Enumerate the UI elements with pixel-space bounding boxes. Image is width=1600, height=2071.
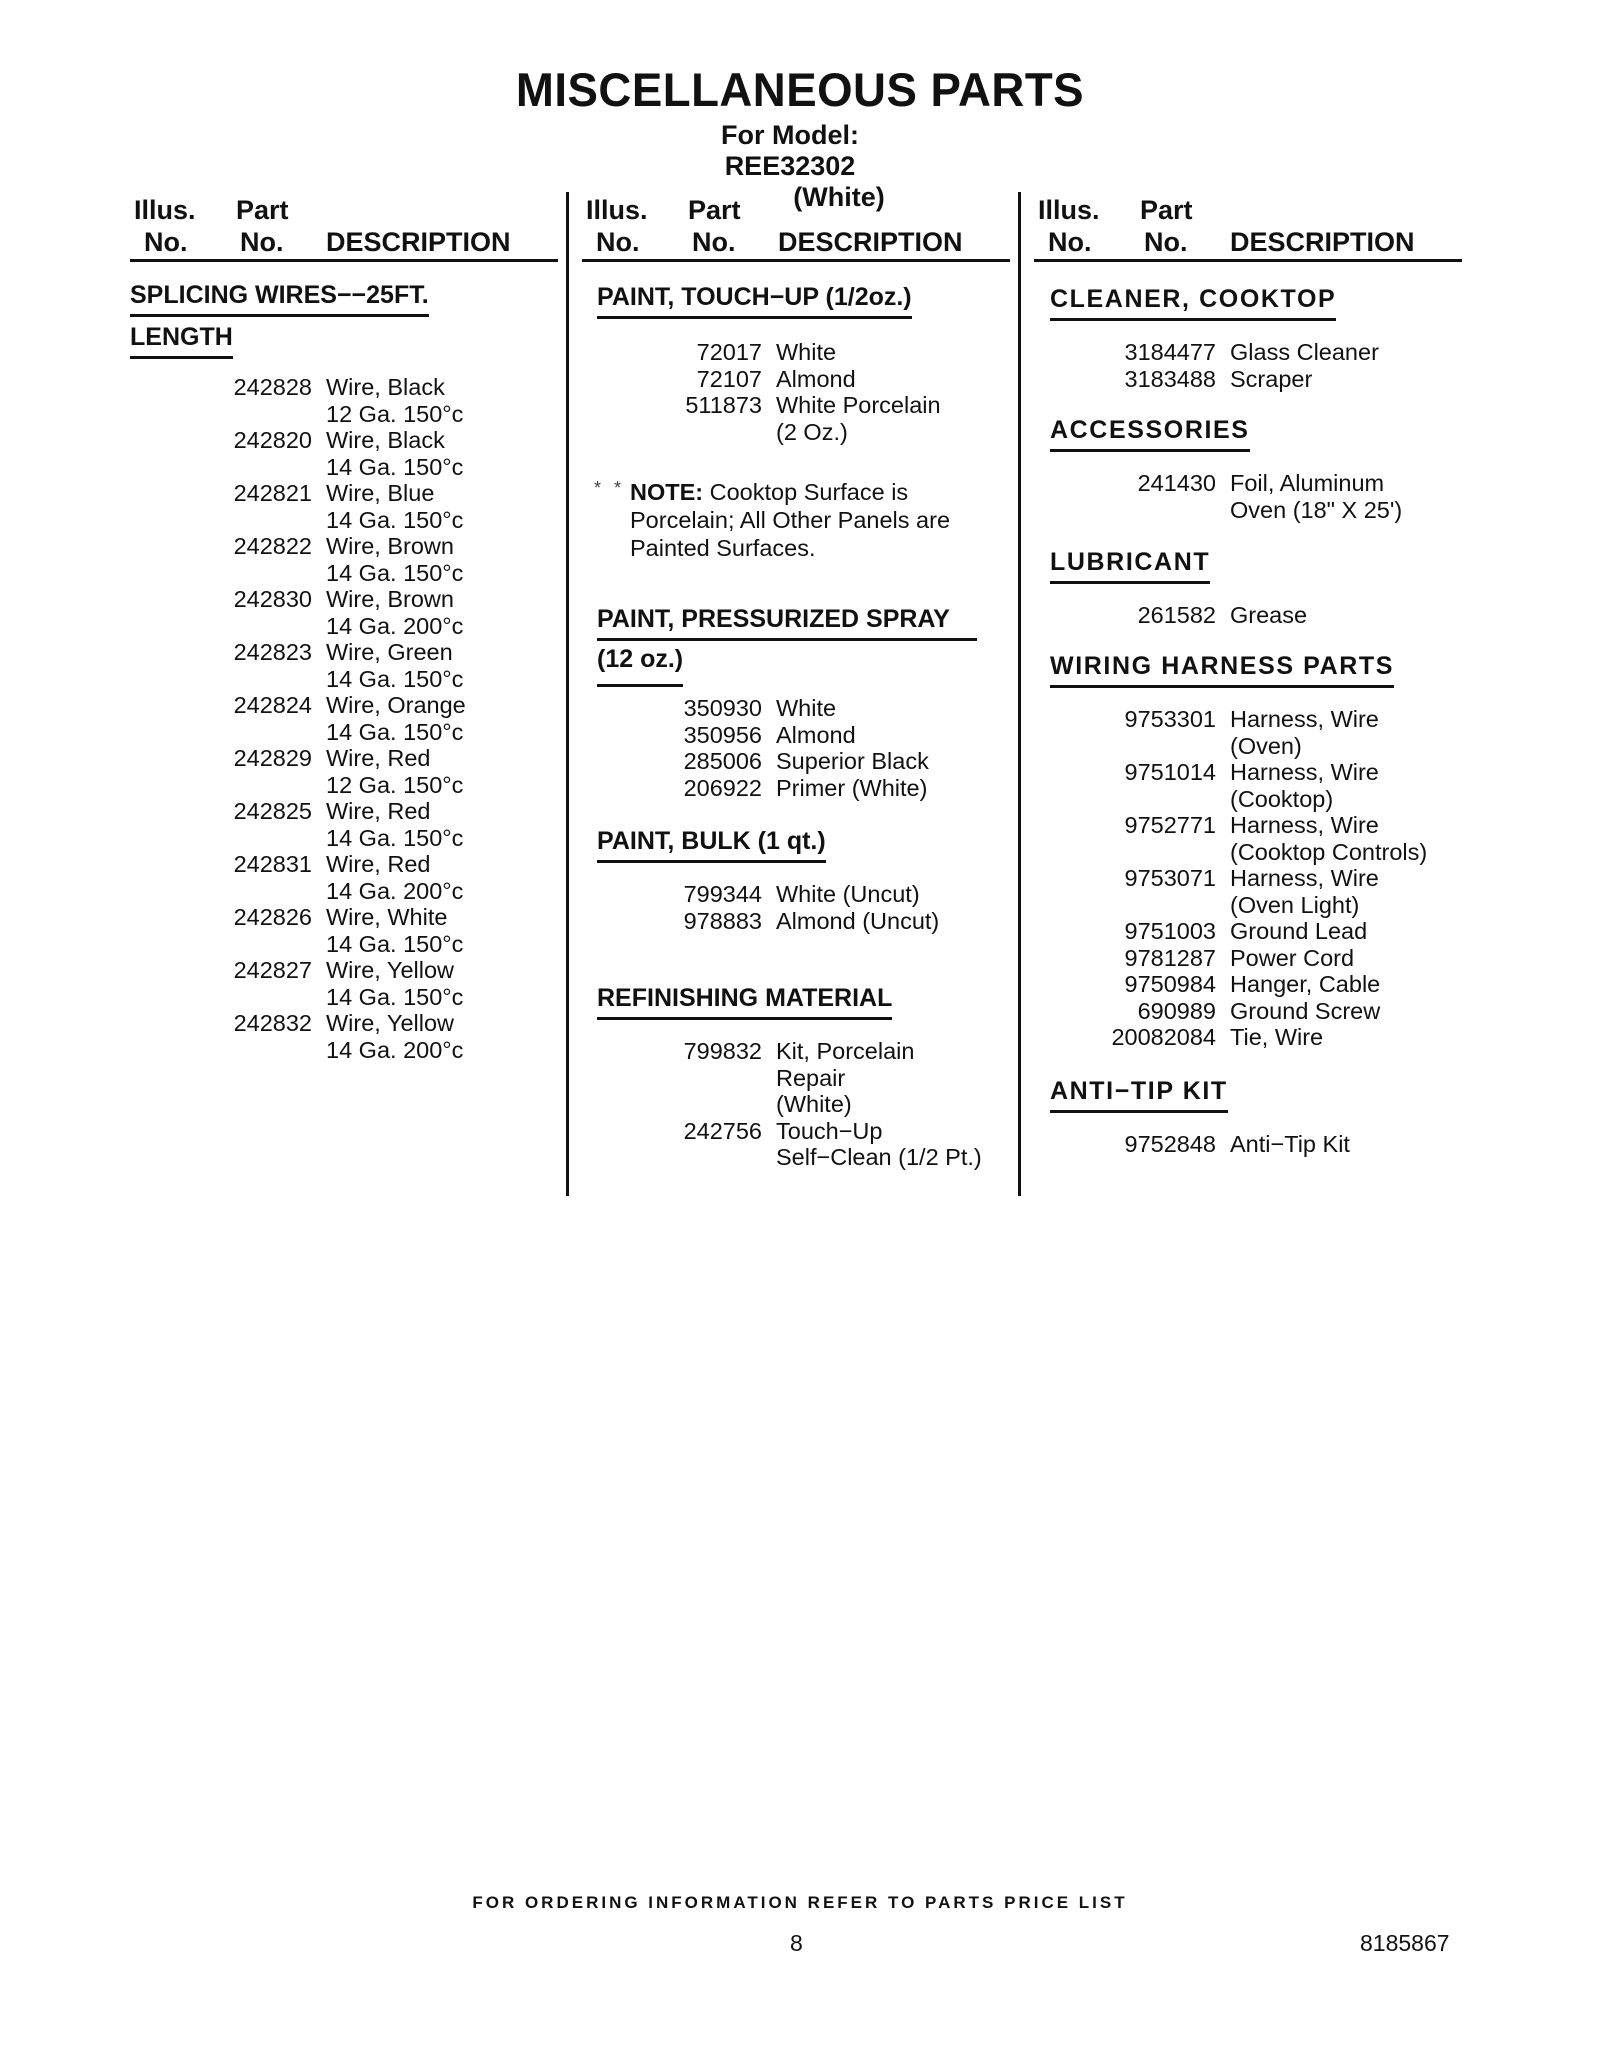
header-part-no: No. — [692, 227, 736, 257]
section-paint-bulk — [597, 827, 826, 863]
part-number: 3183488 — [1124, 365, 1216, 392]
part-description — [312, 798, 463, 851]
description-line: White — [776, 695, 837, 721]
part-description — [762, 366, 856, 393]
description-line: Harness, Wire — [1230, 865, 1379, 891]
part-row — [1104, 865, 1427, 918]
part-row — [200, 533, 466, 586]
part-description — [312, 851, 463, 904]
description-line: Wire, Green — [326, 639, 453, 665]
parts-list — [650, 881, 939, 934]
part-description — [762, 881, 920, 908]
description-line: 14 Ga. 150°c — [326, 824, 464, 851]
part-row — [1104, 945, 1427, 972]
part-description — [762, 339, 836, 366]
part-description — [1216, 918, 1367, 945]
description-line: Oven (18" X 25') — [1230, 496, 1403, 523]
part-row — [200, 639, 466, 692]
description-line: 14 Ga. 150°c — [326, 718, 464, 745]
part-description — [762, 775, 927, 802]
section-title: WIRING HARNESS PARTS — [1050, 652, 1394, 688]
description-line: White (Uncut) — [776, 881, 920, 907]
section-lubricant — [1050, 548, 1210, 584]
part-row — [1104, 470, 1402, 523]
part-row — [650, 339, 941, 366]
description-line: (Cooktop Controls) — [1230, 838, 1428, 865]
section-anti-tip — [1050, 1077, 1228, 1113]
part-description — [1216, 1131, 1350, 1158]
page-number: 8 — [790, 1930, 803, 1956]
part-description — [1216, 865, 1379, 918]
part-number: 242822 — [233, 533, 312, 559]
description-line: (White) — [776, 1091, 852, 1117]
description-line: 14 Ga. 150°c — [326, 983, 464, 1010]
description-line: Almond — [776, 721, 856, 748]
part-row — [650, 722, 929, 749]
part-description — [1216, 759, 1379, 812]
description-line: Hanger, Cable — [1230, 971, 1381, 997]
header-illus: Illus. — [134, 195, 196, 225]
column-divider — [1018, 192, 1021, 1196]
part-description — [312, 904, 463, 957]
part-number: 978883 — [683, 907, 762, 934]
part-row — [200, 957, 466, 1010]
section-paint-touchup — [597, 283, 912, 319]
part-row — [650, 1038, 982, 1118]
description-line: Wire, Red — [326, 851, 431, 877]
part-description — [762, 1118, 982, 1171]
description-line: Wire, White — [326, 904, 448, 930]
part-row — [650, 392, 941, 445]
section-splicing-wires — [130, 281, 429, 317]
part-number: 242756 — [683, 1117, 762, 1144]
header-part: Part — [236, 195, 289, 225]
section-wiring-harness — [1050, 652, 1394, 688]
description-line: Wire, Yellow — [326, 1010, 454, 1036]
description-line: 14 Ga. 150°c — [326, 453, 464, 480]
part-number: 242821 — [233, 480, 312, 506]
part-row — [200, 480, 466, 533]
part-number: 242823 — [233, 639, 312, 665]
part-number: 9752771 — [1124, 812, 1216, 838]
cooktop-note — [594, 478, 951, 562]
part-description — [1216, 998, 1380, 1025]
description-line: (Oven Light) — [1230, 891, 1360, 918]
part-row — [1104, 812, 1427, 865]
part-number: 9753071 — [1124, 865, 1216, 891]
description-line: Self−Clean (1/2 Pt.) — [776, 1144, 982, 1170]
part-row — [650, 695, 929, 722]
part-row — [200, 427, 466, 480]
description-line: Wire, Orange — [326, 692, 466, 718]
part-description — [1216, 339, 1379, 366]
part-number: 350956 — [683, 721, 762, 748]
parts-list — [200, 374, 466, 1063]
part-description — [312, 745, 463, 798]
description-line: 14 Ga. 150°c — [326, 506, 464, 533]
part-number: 261582 — [1137, 602, 1216, 628]
parts-list — [1104, 470, 1402, 523]
part-number: 242827 — [233, 957, 312, 983]
column-header-2 — [582, 195, 1010, 262]
part-row — [1104, 339, 1379, 366]
part-description — [762, 1038, 914, 1118]
part-row — [650, 366, 941, 393]
description-line: Power Cord — [1230, 944, 1355, 971]
header-illus: Illus. — [1038, 195, 1100, 225]
description-line: 14 Ga. 150°c — [326, 559, 464, 586]
document-number: 8185867 — [1360, 1930, 1450, 1956]
section-title: SPLICING WIRES−−25FT. — [130, 281, 429, 317]
description-line: Glass Cleaner — [1230, 339, 1379, 365]
part-row — [200, 798, 466, 851]
description-line: Wire, Red — [326, 798, 431, 824]
part-row — [200, 851, 466, 904]
part-description — [1216, 706, 1379, 759]
description-line: Almond — [776, 365, 856, 392]
description-line: Touch−Up — [776, 1117, 883, 1144]
part-number: 241430 — [1137, 470, 1216, 496]
part-number: 799832 — [683, 1038, 762, 1064]
part-description — [1216, 366, 1312, 393]
description-line: 12 Ga. 150°c — [326, 400, 464, 427]
part-description — [312, 374, 463, 427]
part-row — [200, 692, 466, 745]
part-description — [1216, 971, 1380, 998]
parts-list — [1104, 706, 1427, 1051]
part-number: 242832 — [233, 1010, 312, 1036]
part-row — [650, 908, 939, 935]
description-line: Wire, Brown — [326, 533, 454, 559]
description-line: 14 Ga. 200°c — [326, 612, 464, 639]
header-illus-no: No. — [1048, 227, 1092, 257]
header-illus-no: No. — [596, 227, 640, 257]
parts-list — [1104, 339, 1379, 392]
description-line: (2 Oz.) — [776, 418, 848, 445]
description-line: Primer (White) — [776, 774, 928, 801]
part-description — [312, 480, 463, 533]
description-line: 14 Ga. 150°c — [326, 665, 464, 692]
description-line: Anti−Tip Kit — [1230, 1131, 1350, 1157]
part-number: 242826 — [233, 904, 312, 930]
description-line: White Porcelain — [776, 392, 941, 418]
description-line: Wire, Brown — [326, 586, 454, 612]
part-row — [1104, 759, 1427, 812]
section-title: PAINT, BULK (1 qt.) — [597, 827, 826, 863]
column-divider — [566, 192, 569, 1196]
part-row — [200, 586, 466, 639]
header-part-no: No. — [240, 227, 284, 257]
parts-list — [1104, 602, 1307, 629]
part-description — [312, 586, 463, 639]
part-number: 72107 — [696, 365, 762, 392]
part-description — [762, 748, 929, 775]
part-number: 242828 — [233, 374, 312, 400]
description-line: Kit, Porcelain — [776, 1038, 915, 1064]
part-row — [200, 904, 466, 957]
part-number: 20082084 — [1111, 1024, 1216, 1050]
part-row — [650, 775, 929, 802]
description-line: 14 Ga. 200°c — [326, 1036, 464, 1063]
header-part-no: No. — [1144, 227, 1188, 257]
header-part: Part — [688, 195, 741, 225]
part-number: 206922 — [683, 774, 762, 801]
part-description — [1216, 470, 1402, 523]
description-line: Wire, Blue — [326, 480, 435, 506]
part-number: 242825 — [233, 798, 312, 824]
part-row — [1104, 1131, 1350, 1158]
part-description — [312, 692, 466, 745]
color-line: (White) — [793, 182, 885, 212]
part-row — [1104, 971, 1427, 998]
part-number: 3184477 — [1124, 339, 1216, 365]
part-number: 9753301 — [1124, 706, 1216, 732]
header-part: Part — [1140, 195, 1193, 225]
section-refinishing — [597, 984, 892, 1020]
description-line: 14 Ga. 150°c — [326, 930, 464, 957]
part-number: 285006 — [683, 748, 762, 774]
part-number: 242830 — [233, 586, 312, 612]
parts-list — [650, 695, 929, 801]
description-line: Harness, Wire — [1230, 759, 1379, 785]
description-line: Ground Lead — [1230, 918, 1368, 944]
part-description — [312, 1010, 463, 1063]
part-number: 242820 — [233, 427, 312, 453]
part-number: 9750984 — [1124, 971, 1216, 997]
part-number: 350930 — [683, 695, 762, 721]
part-number: 72017 — [696, 339, 762, 365]
part-row — [200, 1010, 466, 1063]
part-number: 9781287 — [1124, 944, 1216, 971]
part-description — [1216, 945, 1354, 972]
part-description — [312, 533, 463, 586]
section-title: PAINT, TOUCH−UP (1/2oz.) — [597, 283, 912, 319]
part-row — [650, 1118, 982, 1171]
description-line: 14 Ga. 200°c — [326, 877, 464, 904]
page-title: MISCELLANEOUS PARTS — [515, 63, 1085, 116]
section-title: PAINT, PRESSURIZED SPRAY — [597, 601, 977, 641]
part-number: 9751014 — [1124, 759, 1216, 785]
part-number: 9752848 — [1124, 1131, 1216, 1157]
part-row — [200, 745, 466, 798]
ordering-info: FOR ORDERING INFORMATION REFER TO PARTS PRICE LIST — [472, 1893, 1128, 1912]
header-description: DESCRIPTION — [778, 227, 963, 257]
part-description — [312, 427, 463, 480]
part-description — [762, 695, 836, 722]
column-header-1 — [130, 195, 558, 262]
part-number: 690989 — [1137, 997, 1216, 1024]
section-title-line2: (12 oz.) — [597, 641, 683, 687]
header-illus-no: No. — [144, 227, 188, 257]
part-row — [1104, 918, 1427, 945]
description-line: Tie, Wire — [1230, 1024, 1324, 1050]
part-description — [312, 957, 463, 1010]
description-line: 12 Ga. 150°c — [326, 771, 464, 798]
section-title: LENGTH — [130, 323, 233, 359]
description-line: (Oven) — [1230, 732, 1302, 759]
section-title: CLEANER, COOKTOP — [1050, 285, 1336, 321]
note-line3: Painted Surfaces. — [630, 535, 816, 561]
section-title: ACCESSORIES — [1050, 416, 1250, 452]
description-line: White — [776, 339, 837, 365]
header-description: DESCRIPTION — [1230, 227, 1415, 257]
description-line: Wire, Black — [326, 427, 445, 453]
parts-list — [1104, 1131, 1350, 1158]
part-number: 511873 — [685, 392, 762, 418]
part-description — [1216, 602, 1307, 629]
note-line1: Cooktop Surface is — [703, 479, 909, 505]
note-asterisks: * * — [594, 478, 626, 498]
part-row — [1104, 366, 1379, 393]
section-cleaner — [1050, 285, 1336, 321]
part-description — [1216, 812, 1427, 865]
description-line: Wire, Yellow — [326, 957, 454, 983]
description-line: Harness, Wire — [1230, 812, 1379, 838]
description-line: Scraper — [1230, 365, 1313, 392]
part-row — [1104, 998, 1427, 1025]
part-description — [762, 392, 941, 445]
section-title: ANTI−TIP KIT — [1050, 1077, 1228, 1113]
description-line: Almond (Uncut) — [776, 907, 940, 934]
note-line2: Porcelain; All Other Panels are — [630, 507, 951, 533]
section-splicing-wires-line2 — [130, 323, 233, 359]
description-line: Harness, Wire — [1230, 706, 1379, 732]
description-line: Foil, Aluminum — [1230, 470, 1385, 496]
description-line: Grease — [1230, 602, 1308, 628]
part-row — [1104, 602, 1307, 629]
description-line: Repair — [776, 1064, 846, 1091]
part-number: 799344 — [683, 881, 762, 907]
part-number: 242829 — [233, 745, 312, 771]
description-line: Wire, Red — [326, 745, 431, 771]
section-accessories — [1050, 416, 1250, 452]
section-title: REFINISHING MATERIAL — [597, 984, 892, 1020]
part-row — [200, 374, 466, 427]
model-line: For Model: REE32302 — [721, 120, 859, 181]
header-illus: Illus. — [586, 195, 648, 225]
description-line: Wire, Black — [326, 374, 445, 400]
part-row — [650, 881, 939, 908]
part-number: 242824 — [233, 692, 312, 718]
part-row — [1104, 706, 1427, 759]
part-description — [762, 722, 856, 749]
header-description: DESCRIPTION — [326, 227, 511, 257]
description-line: (Cooktop) — [1230, 785, 1334, 812]
column-header-3 — [1034, 195, 1462, 262]
description-line: Superior Black — [776, 748, 929, 774]
part-description — [762, 908, 939, 935]
parts-list — [650, 339, 941, 445]
part-description — [1216, 1024, 1323, 1051]
part-row — [650, 748, 929, 775]
part-number: 242831 — [233, 851, 312, 877]
parts-list — [650, 1038, 982, 1171]
description-line: Ground Screw — [1230, 997, 1381, 1024]
section-paint-spray — [597, 601, 977, 687]
section-title: LUBRICANT — [1050, 548, 1210, 584]
part-row — [1104, 1024, 1427, 1051]
note-label: NOTE: — [630, 479, 704, 505]
part-description — [312, 639, 463, 692]
part-number: 9751003 — [1124, 918, 1216, 944]
